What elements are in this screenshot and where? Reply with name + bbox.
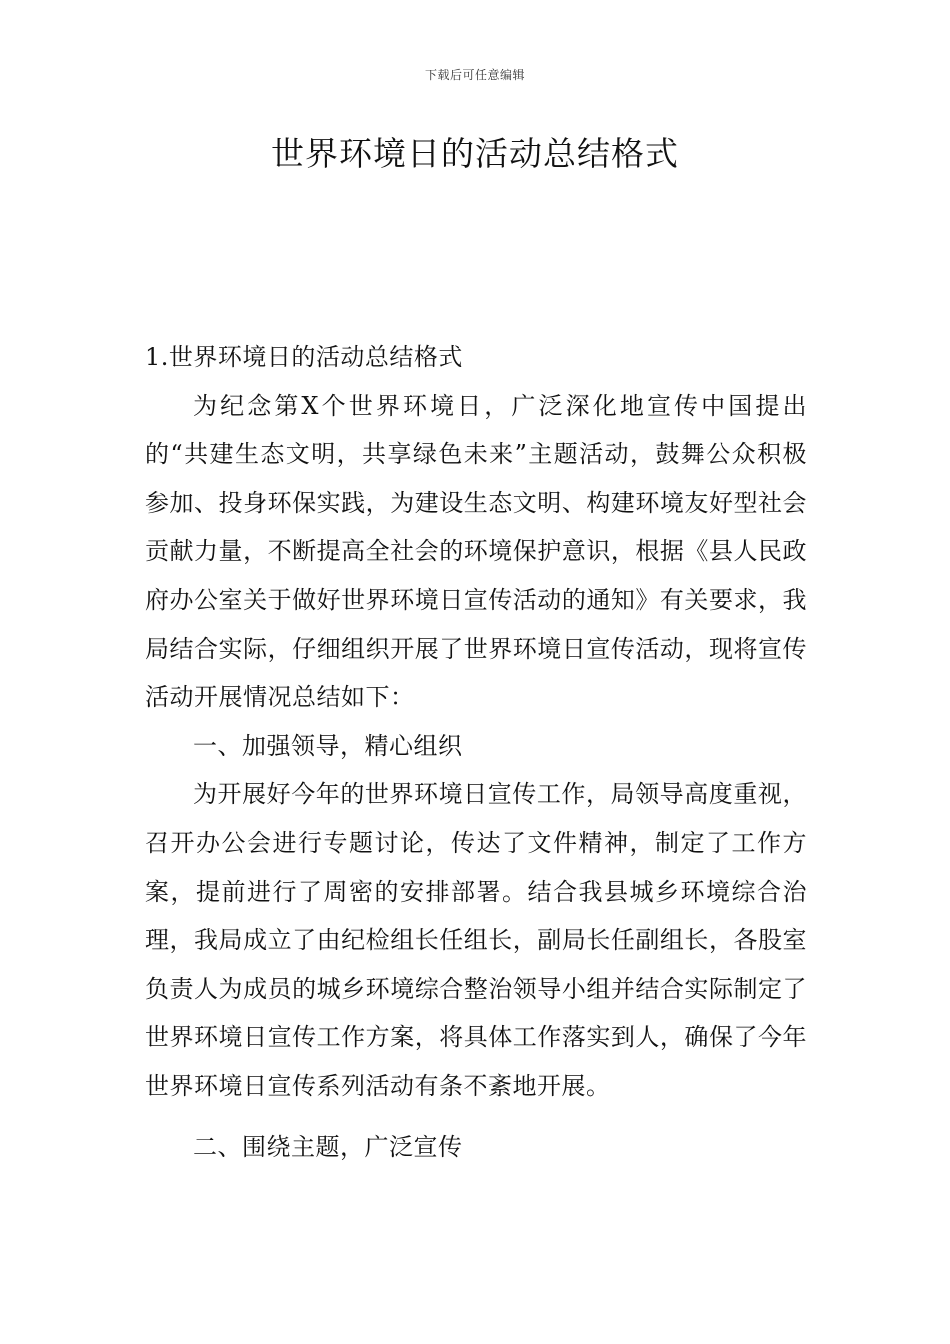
header-note: 下载后可任意编辑 [424,68,525,82]
section-heading-2: 二、围绕主题，广泛宣传 [193,1132,463,1161]
paragraph-1: 为开展好今年的世界环境日宣传工作，局领导高度重视，召开办公会进行专题讨论，传达了文件精神，制定了工作方案，提前进行了周密的安排部署。结合我县城乡环境综合治理，我局成立了由纪检组长任组长，副局长任副组长，各股室负责人为成员的城乡环境综合整治领导小组并结合实际制定了世界环境日宣传工作方案，将具体工作落实到人，确保了今年世界环境日宣传系列活动有条不紊地开展。 [145,780,807,1100]
document-body [145,333,807,1171]
section-heading-1: 一、加强领导，精心组织 [193,731,463,760]
section-subtitle: 1.世界环境日的活动总结格式 [145,343,463,371]
intro-paragraph: 为纪念第X个世界环境日，广泛深化地宣传中国提出的“共建生态文明，共享绿色未来”主题活动，鼓舞公众积极参加、投身环保实践，为建设生态文明、构建环境友好型社会贡献力量，不断提高全社会的环境保护意识，根据《县人民政府办公室关于做好世界环境日宣传活动的通知》有关要求，我局结合实际，仔细组织开展了世界环境日宣传活动，现将宣传活动开展情况总结如下： [145,391,807,712]
document-title: 世界环境日的活动总结格式 [271,134,679,173]
